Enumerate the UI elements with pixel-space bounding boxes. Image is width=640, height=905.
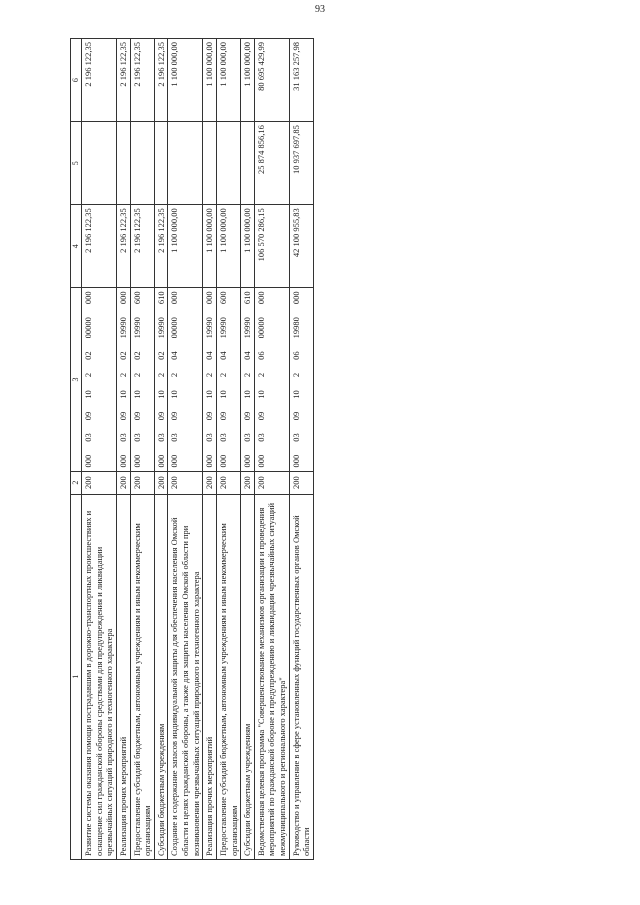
- code-part: 2: [217, 372, 228, 378]
- row-amount-col6: 2 196 122,35: [116, 39, 130, 122]
- code-part: 03: [131, 433, 142, 442]
- code-part: 2: [155, 372, 166, 378]
- column-header: 2: [71, 471, 82, 494]
- code-parts: [242, 291, 253, 467]
- code-part: 06: [255, 351, 266, 360]
- row-amount-col5: [130, 122, 154, 205]
- code-part: 10: [131, 390, 142, 399]
- row-amount-col6: 1 100 000,00: [241, 39, 255, 122]
- code-part: 2: [290, 372, 301, 378]
- code-part: 2: [131, 372, 142, 378]
- table-row: [154, 39, 168, 860]
- code-parts: [83, 291, 94, 467]
- row-admin-code: 200: [130, 471, 154, 494]
- row-amount-total: 2 196 122,35: [154, 205, 168, 288]
- column-header: 6: [71, 39, 82, 122]
- code-parts: [132, 291, 143, 467]
- code-part: 2: [117, 372, 128, 378]
- row-name: Реализация прочих мероприятий: [203, 494, 217, 859]
- row-amount-total: 1 100 000,00: [203, 205, 217, 288]
- row-amount-total: 2 196 122,35: [82, 205, 117, 288]
- row-amount-total: 2 196 122,35: [130, 205, 154, 288]
- row-amount-total: 2 196 122,35: [116, 205, 130, 288]
- row-amount-total: 106 570 286,15: [254, 205, 289, 288]
- code-part: 610: [242, 291, 253, 305]
- table-row: [241, 39, 255, 860]
- row-amount-col6: 31 163 257,98: [289, 39, 313, 122]
- code-part: 00000: [83, 317, 93, 339]
- row-name: Развитие системы оказания помощи пострадавшим в дорожно-транспортных происшествиях и оснащение сил гражданской обороны средствами для предупреждения и ликвидации чрезвычайных ситуаций природного и техногенного характера: [82, 494, 117, 859]
- row-classification-code: [203, 288, 217, 471]
- code-part: 04: [217, 351, 228, 360]
- row-name: Предоставление субсидий бюджетным, автономным учреждениям и иным некоммерческим организациям: [216, 494, 240, 859]
- row-amount-col6: 1 100 000,00: [168, 39, 203, 122]
- code-part: 600: [217, 291, 228, 305]
- code-part: 000: [290, 291, 301, 305]
- code-part: 10: [204, 390, 215, 399]
- code-part: 09: [131, 411, 142, 421]
- row-classification-code: [82, 288, 117, 471]
- code-part: 000: [83, 454, 93, 468]
- row-admin-code: 200: [203, 471, 217, 494]
- code-part: 03: [242, 433, 253, 442]
- code-part: 000: [290, 454, 301, 468]
- table-row: [168, 39, 203, 860]
- page-number: 93: [315, 4, 325, 15]
- table-row: [82, 39, 117, 860]
- row-classification-code: [289, 288, 313, 471]
- code-part: 09: [83, 411, 93, 421]
- code-part: 000: [155, 454, 166, 468]
- row-admin-code: 200: [154, 471, 168, 494]
- code-part: 06: [290, 351, 301, 360]
- code-part: 10: [242, 390, 253, 399]
- code-part: 600: [131, 291, 142, 305]
- code-part: 000: [242, 454, 253, 468]
- row-classification-code: [216, 288, 240, 471]
- header-row: [71, 39, 82, 860]
- row-classification-code: [241, 288, 255, 471]
- table-body: [82, 39, 314, 860]
- code-part: 000: [131, 454, 142, 468]
- row-amount-col5: [203, 122, 217, 205]
- code-part: 000: [117, 454, 128, 468]
- code-part: 000: [255, 291, 266, 305]
- row-admin-code: 200: [289, 471, 313, 494]
- row-admin-code: 200: [254, 471, 289, 494]
- row-classification-code: [168, 288, 203, 471]
- code-part: 04: [204, 351, 215, 360]
- table-row: [130, 39, 154, 860]
- code-part: 10: [155, 390, 166, 399]
- code-part: 04: [242, 351, 253, 360]
- row-amount-col5: [116, 122, 130, 205]
- code-part: 03: [204, 433, 215, 442]
- code-parts: [169, 291, 180, 467]
- row-amount-col5: [154, 122, 168, 205]
- code-part: 09: [255, 411, 266, 421]
- code-part: 10: [217, 390, 228, 399]
- row-classification-code: [116, 288, 130, 471]
- row-admin-code: 200: [168, 471, 203, 494]
- row-admin-code: 200: [241, 471, 255, 494]
- rotated-table-container: [70, 38, 610, 860]
- code-part: 000: [255, 454, 266, 468]
- code-part: 19990: [155, 317, 166, 339]
- code-part: 09: [242, 411, 253, 421]
- code-parts: [204, 291, 215, 467]
- code-part: 00000: [169, 317, 180, 339]
- code-part: 02: [155, 351, 166, 360]
- budget-table: [70, 38, 314, 860]
- column-header: 5: [71, 122, 82, 205]
- table-row: [116, 39, 130, 860]
- code-part: 10: [117, 390, 128, 399]
- code-part: 2: [255, 372, 266, 378]
- row-amount-col6: 2 196 122,35: [130, 39, 154, 122]
- row-amount-col5: [82, 122, 117, 205]
- code-part: 19990: [217, 317, 228, 339]
- code-part: 000: [204, 454, 215, 468]
- code-part: 10: [83, 390, 93, 399]
- row-amount-total: 1 100 000,00: [216, 205, 240, 288]
- row-classification-code: [254, 288, 289, 471]
- row-amount-col6: 1 100 000,00: [203, 39, 217, 122]
- row-amount-col5: 10 937 697,85: [289, 122, 313, 205]
- table-row: [254, 39, 289, 860]
- code-part: 2: [204, 372, 215, 378]
- code-part: 03: [155, 433, 166, 442]
- row-amount-col6: 2 196 122,35: [154, 39, 168, 122]
- code-part: 19980: [290, 317, 301, 339]
- row-amount-col5: [241, 122, 255, 205]
- code-parts: [291, 291, 302, 467]
- row-name: Руководство и управление в сфере установленных функций государственных органов Омской области: [289, 494, 313, 859]
- code-part: 03: [169, 433, 180, 442]
- code-part: 2: [169, 372, 180, 378]
- code-part: 10: [290, 390, 301, 399]
- table-row: [289, 39, 313, 860]
- code-part: 000: [117, 291, 128, 305]
- code-part: 000: [169, 454, 180, 468]
- row-admin-code: 200: [82, 471, 117, 494]
- row-amount-total: 1 100 000,00: [168, 205, 203, 288]
- row-name: Реализация прочих мероприятий: [116, 494, 130, 859]
- code-part: 02: [83, 351, 93, 360]
- column-header: 3: [71, 288, 82, 471]
- code-part: 09: [290, 411, 301, 421]
- code-part: 03: [117, 433, 128, 442]
- row-amount-total: 42 100 955,83: [289, 205, 313, 288]
- row-name: Субсидии бюджетным учреждениям: [154, 494, 168, 859]
- code-part: 09: [155, 411, 166, 421]
- code-part: 02: [131, 351, 142, 360]
- code-part: 03: [83, 433, 93, 442]
- code-part: 2: [242, 372, 253, 378]
- row-amount-col6: 1 100 000,00: [216, 39, 240, 122]
- code-parts: [218, 291, 229, 467]
- code-part: 03: [217, 433, 228, 442]
- row-amount-col5: 25 874 856,16: [254, 122, 289, 205]
- column-header: 4: [71, 205, 82, 288]
- code-part: 000: [169, 291, 180, 305]
- code-parts: [256, 291, 267, 467]
- row-name: Создание и содержание запасов индивидуальной защиты для обеспечения населения Омской области в целях гражданской обороны, а также для защиты населения Омской области при возникновении чрезвычайных ситуаций природного и техногенного характера: [168, 494, 203, 859]
- code-part: 2: [83, 372, 93, 378]
- code-part: 10: [255, 390, 266, 399]
- code-part: 03: [255, 433, 266, 442]
- row-admin-code: 200: [216, 471, 240, 494]
- code-part: 03: [290, 433, 301, 442]
- code-parts: [118, 291, 129, 467]
- code-part: 000: [217, 454, 228, 468]
- code-part: 19990: [117, 317, 128, 339]
- row-admin-code: 200: [116, 471, 130, 494]
- code-part: 04: [169, 351, 180, 360]
- row-amount-col6: 2 196 122,35: [82, 39, 117, 122]
- code-part: 00000: [255, 317, 266, 339]
- code-part: 09: [117, 411, 128, 421]
- code-part: 09: [169, 411, 180, 421]
- row-classification-code: [154, 288, 168, 471]
- row-name: Предоставление субсидий бюджетным, автономным учреждениям и иным некоммерческим организациям: [130, 494, 154, 859]
- row-name: Субсидии бюджетным учреждениям: [241, 494, 255, 859]
- row-amount-col6: 80 695 429,99: [254, 39, 289, 122]
- row-name: Ведомственная целевая программа "Совершенствование механизмов организации и проведения мероприятий по гражданской обороне и предупреждению и ликвидации чрезвычайных ситуаций межмуниципального и регионального характера": [254, 494, 289, 859]
- row-amount-col5: [168, 122, 203, 205]
- row-amount-col5: [216, 122, 240, 205]
- code-part: 19990: [242, 317, 253, 339]
- code-part: 19990: [204, 317, 215, 339]
- code-part: 09: [204, 411, 215, 421]
- column-header: 1: [71, 494, 82, 859]
- row-classification-code: [130, 288, 154, 471]
- code-parts: [156, 291, 167, 467]
- code-part: 000: [83, 291, 93, 305]
- row-amount-total: 1 100 000,00: [241, 205, 255, 288]
- code-part: 000: [204, 291, 215, 305]
- code-part: 09: [217, 411, 228, 421]
- code-part: 19990: [131, 317, 142, 339]
- code-part: 02: [117, 351, 128, 360]
- code-part: 10: [169, 390, 180, 399]
- table-row: [216, 39, 240, 860]
- table-row: [203, 39, 217, 860]
- code-part: 610: [155, 291, 166, 305]
